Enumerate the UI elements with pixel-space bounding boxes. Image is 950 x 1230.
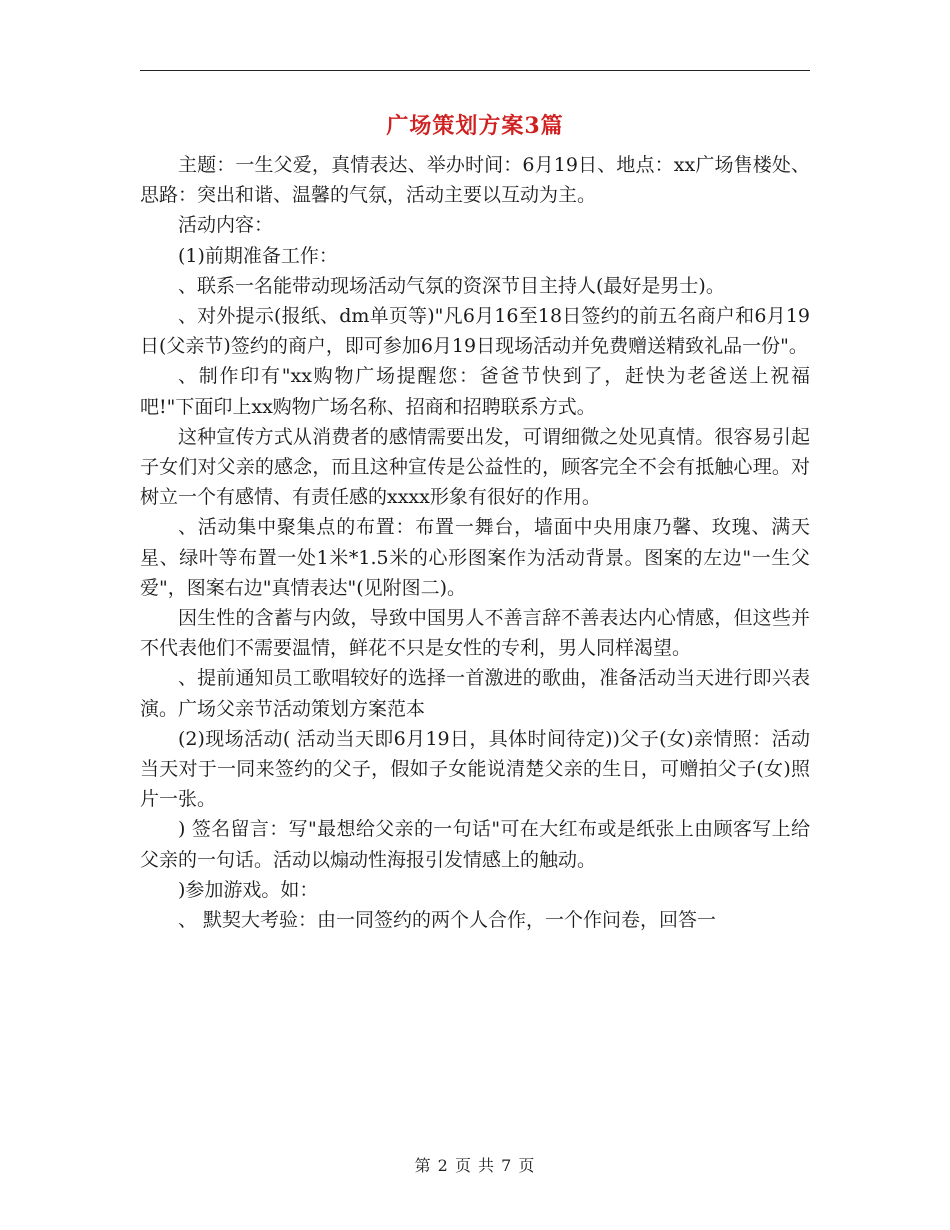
document-body [140, 150, 810, 935]
paragraph: (2)现场活动( 活动当天即6月19日，具体时间待定))父子(女)亲情照：活动当天对于一同来签约的父子，假如子女能说清楚父亲的生日，可赠拍父子(女)照片一张。 [140, 727, 810, 811]
paragraph: 活动内容： [178, 214, 274, 237]
paragraph: 、 默契大考验：由一同签约的两个人合作，一个作问卷，回答一 [178, 909, 717, 932]
paragraph: (1)前期准备工作： [178, 244, 338, 267]
header-rule [140, 70, 810, 71]
paragraph: 主题：一生父爱，真情表达、举办时间：6月19日、地点：xx广场售楼处、思路：突出和谐、温馨的气氛，活动主要以互动为主。 [140, 154, 810, 207]
paragraph: 这种宣传方式从消费者的感情需要出发，可谓细微之处见真情。很容易引起子女们对父亲的感念，而且这种宣传是公益性的，顾客完全不会有抵触心理。对树立一个有感情、有责任感的xxxx形象有很好的作用。 [140, 425, 810, 509]
paragraph: 、活动集中聚集点的布置：布置一舞台，墙面中央用康乃馨、玫瑰、满天星、绿叶等布置一处1米*1.5米的心形图案作为活动背景。图案的左边"一生父爱"，图案右边"真情表达"(见附图二)。 [140, 516, 810, 599]
paragraph: ) 签名留言：写"最想给父亲的一句话"可在大红布或是纸张上由顾客写上给父亲的一句话。活动以煽动性海报引发情感上的触动。 [140, 818, 810, 871]
page-number-footer: 第 2 页 共 7 页 [414, 1156, 536, 1175]
paragraph: )参加游戏。如： [178, 878, 319, 901]
paragraph: 、联系一名能带动现场活动气氛的资深节目主持人(最好是男士)。 [178, 274, 725, 297]
document-title: 广场策划方案3篇 [386, 113, 564, 139]
paragraph: 、对外提示(报纸、dm单页等)"凡6月16至18日签约的前五名商户和6月19日(父亲节)签约的商户，即可参加6月19日现场活动并免费赠送精致礼品一份"。 [140, 305, 810, 358]
paragraph: 因生性的含蓄与内敛，导致中国男人不善言辞不善表达内心情感，但这些并不代表他们不需要温情，鲜花不只是女性的专利，男人同样渴望。 [140, 607, 810, 660]
paragraph: 、制作印有"xx购物广场提醒您：爸爸节快到了，赶快为老爸送上祝福吧!"下面印上xx购物广场名称、招商和招聘联系方式。 [140, 365, 810, 418]
paragraph: 、提前通知员工歌唱较好的选择一首激进的歌曲，准备活动当天进行即兴表演。广场父亲节活动策划方案范本 [140, 667, 810, 720]
